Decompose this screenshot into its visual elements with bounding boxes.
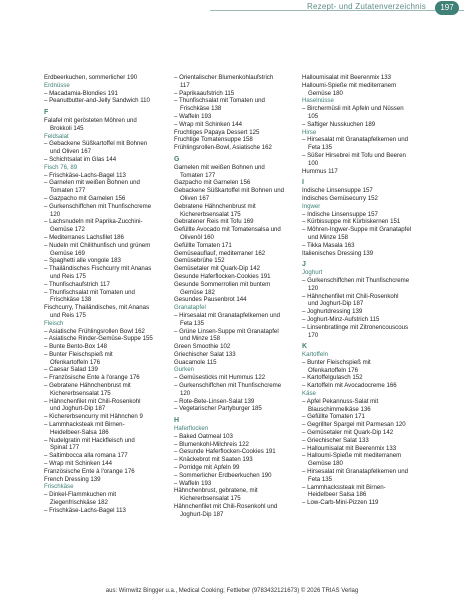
index-entry: – Hähnchenfilet mit Chili-Rosenkohl: [44, 397, 141, 405]
index-entry: Tomaten 177: [180, 171, 216, 179]
index-entry: Gebratene Hähnchenbrust mit: [174, 202, 256, 210]
index-entry: 100: [308, 159, 319, 167]
index-column-2: [174, 74, 300, 519]
index-column-3: [302, 74, 428, 507]
index-entry: – Gurkenschiffchen mit Thunfischcreme: [174, 382, 282, 390]
index-entry: Halloumisalat mit Beerenmix 133: [302, 74, 392, 81]
index-entry: und Oliven 167: [50, 148, 91, 156]
index-entry: Spinat 177: [50, 444, 80, 452]
index-entry: – Kartoffeln mit Avocadocreme 166: [302, 382, 397, 390]
index-keyword-heading: Haselnüsse: [302, 97, 334, 105]
index-entry: 120: [308, 284, 319, 292]
index-keyword-heading: Granatapfel: [174, 304, 206, 312]
index-entry: French Dressing 139: [44, 475, 101, 483]
index-entry: Griechischer Salat 133: [174, 350, 236, 358]
index-entry: – Rote-Bete-Linsen-Salat 139: [174, 397, 255, 405]
index-entry: – Süßer Hirsebrei mit Tofu und Beeren: [302, 151, 406, 159]
index-entry: Gemüse 172: [50, 226, 85, 234]
index-entry: Heidelbeer Salsa 186: [308, 491, 367, 499]
index-entry: – Caesar Salad 139: [44, 366, 98, 374]
index-keyword-heading: Erdnüsse: [44, 81, 70, 89]
index-entry: – Waffeln 193: [174, 112, 212, 120]
index-entry: – Thunfischaufstrich 117: [44, 280, 110, 288]
index-entry: Gemüsebrühe 152: [174, 257, 225, 265]
index-entry: – Joghurtdressing 139: [302, 308, 363, 316]
index-entry: Gesunde Sommerrollen mit buntem: [174, 280, 271, 288]
index-entry: Französische Ente à l'orange 176: [44, 467, 135, 475]
index-keyword-heading: Haferflocken: [174, 425, 209, 433]
index-entry: – Kartoffelgulasch 152: [302, 374, 363, 382]
index-entry: Gemüse 182: [180, 288, 215, 296]
index-entry: – Saftiger Nusskuchen 189: [302, 120, 376, 128]
index-entry: Gazpacho mit Garnelen 156: [174, 179, 251, 187]
index-entry: Hähnchenbrust, gebratene, mit: [174, 487, 258, 495]
index-entry: Hähnchenfilet mit Chili-Rosenkohl und: [174, 503, 278, 511]
index-letter-heading: F: [44, 109, 49, 117]
index-entry: Gemüse 180: [308, 89, 343, 97]
index-entry: und Reis 175: [50, 311, 86, 319]
index-keyword-heading: Joghurt: [302, 269, 323, 277]
index-entry: Ofenkartoffeln 176: [50, 358, 101, 366]
index-entry: Gesunde Haferflocken-Cookies 191: [174, 272, 271, 280]
index-entry: 105: [308, 112, 319, 120]
index-entry: und Minze 158: [180, 335, 220, 343]
index-keyword-heading: Gurken: [174, 366, 194, 374]
index-column-1: [44, 74, 170, 515]
index-entry: Brokkoli 145: [50, 124, 84, 132]
index-entry: Fischcurry, Thailändisches, mit Ananas: [44, 304, 150, 312]
index-entry: 170: [308, 331, 319, 339]
index-entry: – Tikka Masala 163: [302, 241, 355, 249]
index-entry: – Wrap mit Schinken 144: [44, 460, 112, 468]
index-entry: – Griechischer Salat 133: [302, 436, 369, 444]
index-entry: Erdbeerkuchen, sommerlicher 190: [44, 74, 138, 81]
index-entry: – Gesunde Haferflocken-Cookies 191: [174, 448, 276, 456]
index-entry: Kichererbsensalat 175: [50, 389, 111, 397]
index-entry: – Asiatische Rinder-Gemüse-Suppe 155: [44, 335, 153, 343]
index-entry: Gemüsetaler mit Quark-Dip 142: [174, 265, 261, 273]
index-entry: Gefüllte Tomaten 171: [174, 241, 232, 249]
index-entry: – Lachsnudeln mit Paprika-Zucchini-: [44, 218, 143, 226]
index-entry: – Birchermüsli mit Äpfeln und Nüssen: [302, 105, 404, 113]
index-entry: – Garnelen mit weißen Bohnen und: [44, 179, 140, 187]
index-entry: – Porridge mit Äpfeln 99: [174, 464, 240, 472]
index-entry: und Joghurt-Dip 187: [308, 300, 364, 308]
index-entry: – Hähnchenfilet mit Chili-Rosenkohl: [302, 292, 399, 300]
index-entry: Green Smoothie 102: [174, 343, 231, 351]
index-entry: – Kürbissuppe mit Kürbiskernen 151: [302, 218, 401, 226]
index-keyword-heading: Käse: [302, 390, 316, 398]
index-entry: – Gebratene Hähnchenbrust mit: [44, 382, 131, 390]
index-entry: – Gefüllte Tomaten 171: [302, 413, 365, 421]
index-entry: Joghurt-Dip 187: [180, 510, 224, 518]
index-entry: – Hirsesalat mit Granatapfelkernen und: [302, 136, 409, 144]
index-entry: – Gemüsetaler mit Quark-Dip 142: [302, 429, 394, 437]
index-entry: Feta 135: [308, 144, 333, 152]
index-keyword-heading: Frischkäse: [44, 483, 74, 491]
index-entry: Frischkäse 138: [180, 105, 222, 113]
index-entry: – Wrap mit Schinken 144: [174, 120, 242, 128]
index-entry: Gefüllte Avocado mit Tomatensalsa und: [174, 226, 281, 234]
index-entry: – Bunter Fleischspieß mit: [44, 350, 113, 358]
index-entry: Feta 135: [180, 319, 205, 327]
index-entry: und Reis 175: [50, 272, 86, 280]
index-entry: Frühlingsrollen-Bowl, Asiatische 162: [174, 144, 272, 152]
index-entry: Tomaten 177: [50, 187, 86, 195]
index-entry: – Nudeln mit Chilithunfisch und grünem: [44, 241, 151, 249]
index-entry: Heidelbeer-Salsa 186: [50, 428, 109, 436]
index-entry: – Linsenbratlinge mit Zitronencouscous: [302, 323, 409, 331]
index-entry: – Halloumi-Spieße mit mediterranem: [302, 452, 402, 460]
index-entry: – Gazpacho mit Garnelen 156: [44, 194, 126, 202]
index-entry: – Thunfischsalat mit Tomaten und: [174, 97, 265, 105]
index-keyword-heading: Fleisch: [44, 319, 64, 327]
page-number-badge: 197: [435, 1, 459, 15]
index-entry: – Schichtsalat im Glas 144: [44, 155, 117, 163]
index-entry: – Hirsesalat mit Granatapfelkernen und: [302, 468, 409, 476]
index-entry: Fruchtiges Papaya Dessert 125: [174, 128, 260, 136]
index-entry: Italienisches Dressing 139: [302, 249, 374, 257]
index-entry: Gemüse 180: [308, 460, 343, 468]
index-entry: – Hirsesalat mit Granatapfelkernen und: [174, 311, 281, 319]
index-entry: – Blumenkohl-Milchreis 122: [174, 440, 249, 448]
index-entry: – Lammhackssteak mit Birnen-: [302, 483, 386, 491]
index-entry: – Bunter Fleischspieß mit: [302, 358, 371, 366]
index-entry: – Gurkenschiffchen mit Thunfischcreme: [44, 202, 152, 210]
index-entry: Indisches Gemüsecurry 152: [302, 194, 378, 202]
index-entry: – Spaghetti alle vongole 183: [44, 257, 121, 265]
index-entry: – Gemüsesticks mit Hummus 122: [174, 374, 266, 382]
index-entry: und Joghurt-Dip 187: [50, 405, 106, 413]
index-letter-heading: J: [302, 261, 306, 269]
index-entry: 117: [180, 81, 190, 89]
index-entry: – Paprikaaufstrich 115: [174, 89, 235, 97]
index-entry: Frischkäse 138: [50, 296, 92, 304]
index-entry: Gemüseauflauf, mediterraner 162: [174, 249, 266, 257]
index-entry: Gesundes Pausenbrot 144: [174, 296, 247, 304]
index-entry: 120: [180, 389, 191, 397]
index-keyword-heading: Fisch 76, 89: [44, 163, 78, 171]
index-entry: Hummus 117: [302, 167, 338, 175]
index-entry: – Halloumisalat mit Beerenmix 133: [302, 444, 397, 452]
index-letter-heading: G: [174, 155, 180, 163]
index-entry: – Thailändisches Fischcurry mit Ananas: [44, 265, 152, 273]
index-entry: – Macadamia-Blondies 191: [44, 89, 118, 97]
index-letter-heading: H: [174, 417, 180, 425]
index-entry: Blauschimmelkäse 136: [308, 405, 371, 413]
index-entry: – Sommerlicher Erdbeerkuchen 190: [174, 471, 272, 479]
index-letter-heading: K: [302, 343, 308, 351]
index-entry: – Grüne Linsen-Suppe mit Granatapfel: [174, 327, 279, 335]
index-entry: – Kichererbsencurry mit Hähnchen 9: [44, 413, 143, 421]
section-title: Rezept- und Zutatenverzeichnis: [307, 2, 426, 11]
index-entry: – Nudelgratin mit Hackfleisch und: [44, 436, 135, 444]
index-entry: – Peanutbutter-and-Jelly Sandwich 110: [44, 97, 150, 105]
index-entry: und Minze 158: [308, 233, 348, 241]
index-entry: – Apfel Pekannuss-Salat mit: [302, 397, 379, 405]
index-entry: – Frischkäse-Lachs-Bagel 113: [44, 171, 126, 179]
index-entry: Indische Linsensuppe 157: [302, 187, 373, 195]
index-entry: Gebackene Süßkartoffel mit Bohnen und: [174, 187, 284, 195]
index-entry: Ziegenfrischkäse 182: [50, 499, 108, 507]
index-entry: Fruchtige Tomatensuppe 158: [174, 136, 253, 144]
index-entry: Ofenkartoffeln 176: [308, 366, 359, 374]
index-entry: 120: [50, 210, 61, 218]
index-entry: – Vegetarischer Partyburger 185: [174, 405, 262, 413]
index-entry: Halloumi-Spieße mit mediterranem: [302, 81, 397, 89]
index-entry: – Baked Oatmeal 103: [174, 432, 233, 440]
index-entry: – Orientalischer Blumenkohlaufstrich: [174, 74, 274, 81]
index-entry: – Joghurt-Minz-Aufstrich 115: [302, 315, 380, 323]
index-entry: – Französische Ente à l'orange 176: [44, 374, 140, 382]
index-entry: Oliven 167: [180, 194, 210, 202]
index-keyword-heading: Hirse: [302, 128, 317, 136]
index-entry: – Mediterranes Lachsfilet 186: [44, 233, 124, 241]
index-entry: – Gebackene Süßkartoffel mit Bohnen: [44, 140, 148, 148]
index-entry: – Asiatische Frühlingsrollen Bowl 162: [44, 327, 145, 335]
index-entry: Olivenöl 160: [180, 233, 214, 241]
index-entry: – Bunte Bento-Box 148: [44, 343, 108, 351]
index-entry: – Frischkäse-Lachs-Bagel 113: [44, 506, 126, 514]
index-keyword-heading: Ingwer: [302, 202, 321, 210]
index-entry: – Lammhacksteak mit Birnen-: [44, 421, 125, 429]
index-entry: Gemüse 169: [50, 249, 85, 257]
index-columns: [44, 74, 458, 579]
index-keyword-heading: Kartoffeln: [302, 351, 328, 359]
page-header: [0, 0, 464, 22]
index-entry: – Gurkenschiffchen mit Thunfischcreme: [302, 276, 410, 284]
index-entry: – Gegrillter Spargel mit Parmesan 120: [302, 421, 406, 429]
index-entry: Guacamole 115: [174, 358, 217, 366]
index-keyword-heading: Feldsalat: [44, 132, 69, 140]
index-entry: Garnelen mit weißen Bohnen und: [174, 163, 265, 171]
index-entry: Gebratener Reis mit Tofu 169: [174, 218, 254, 226]
index-entry: – Low-Carb-Mini-Pizzen 119: [302, 499, 379, 507]
index-entry: Kichererbsensalat 175: [180, 495, 241, 503]
index-entry: Kichererbsensalat 175: [180, 210, 241, 218]
index-entry: – Möhren-Ingwer-Suppe mit Granatapfel: [302, 226, 412, 234]
index-entry: – Knäckebrot mit Saaten 193: [174, 456, 253, 464]
index-entry: – Indische Linsensuppe 157: [302, 210, 378, 218]
index-entry: – Saltimbocca alla romana 177: [44, 452, 128, 460]
copyright-footer: aus: Wirnwitz Bingger u.a., Medical Cooking; Fettleber (9783432121673) © 2026 TRIAS Verlag: [105, 588, 359, 594]
index-entry: Falafel mit gerösteten Möhren und: [44, 116, 137, 124]
index-letter-heading: I: [302, 179, 304, 187]
index-entry: Feta 135: [308, 475, 333, 483]
index-entry: – Dinkel-Flammkuchen mit: [44, 491, 117, 499]
index-entry: – Waffeln 193: [174, 479, 212, 487]
index-entry: – Thunfischsalat mit Tomaten und: [44, 288, 135, 296]
